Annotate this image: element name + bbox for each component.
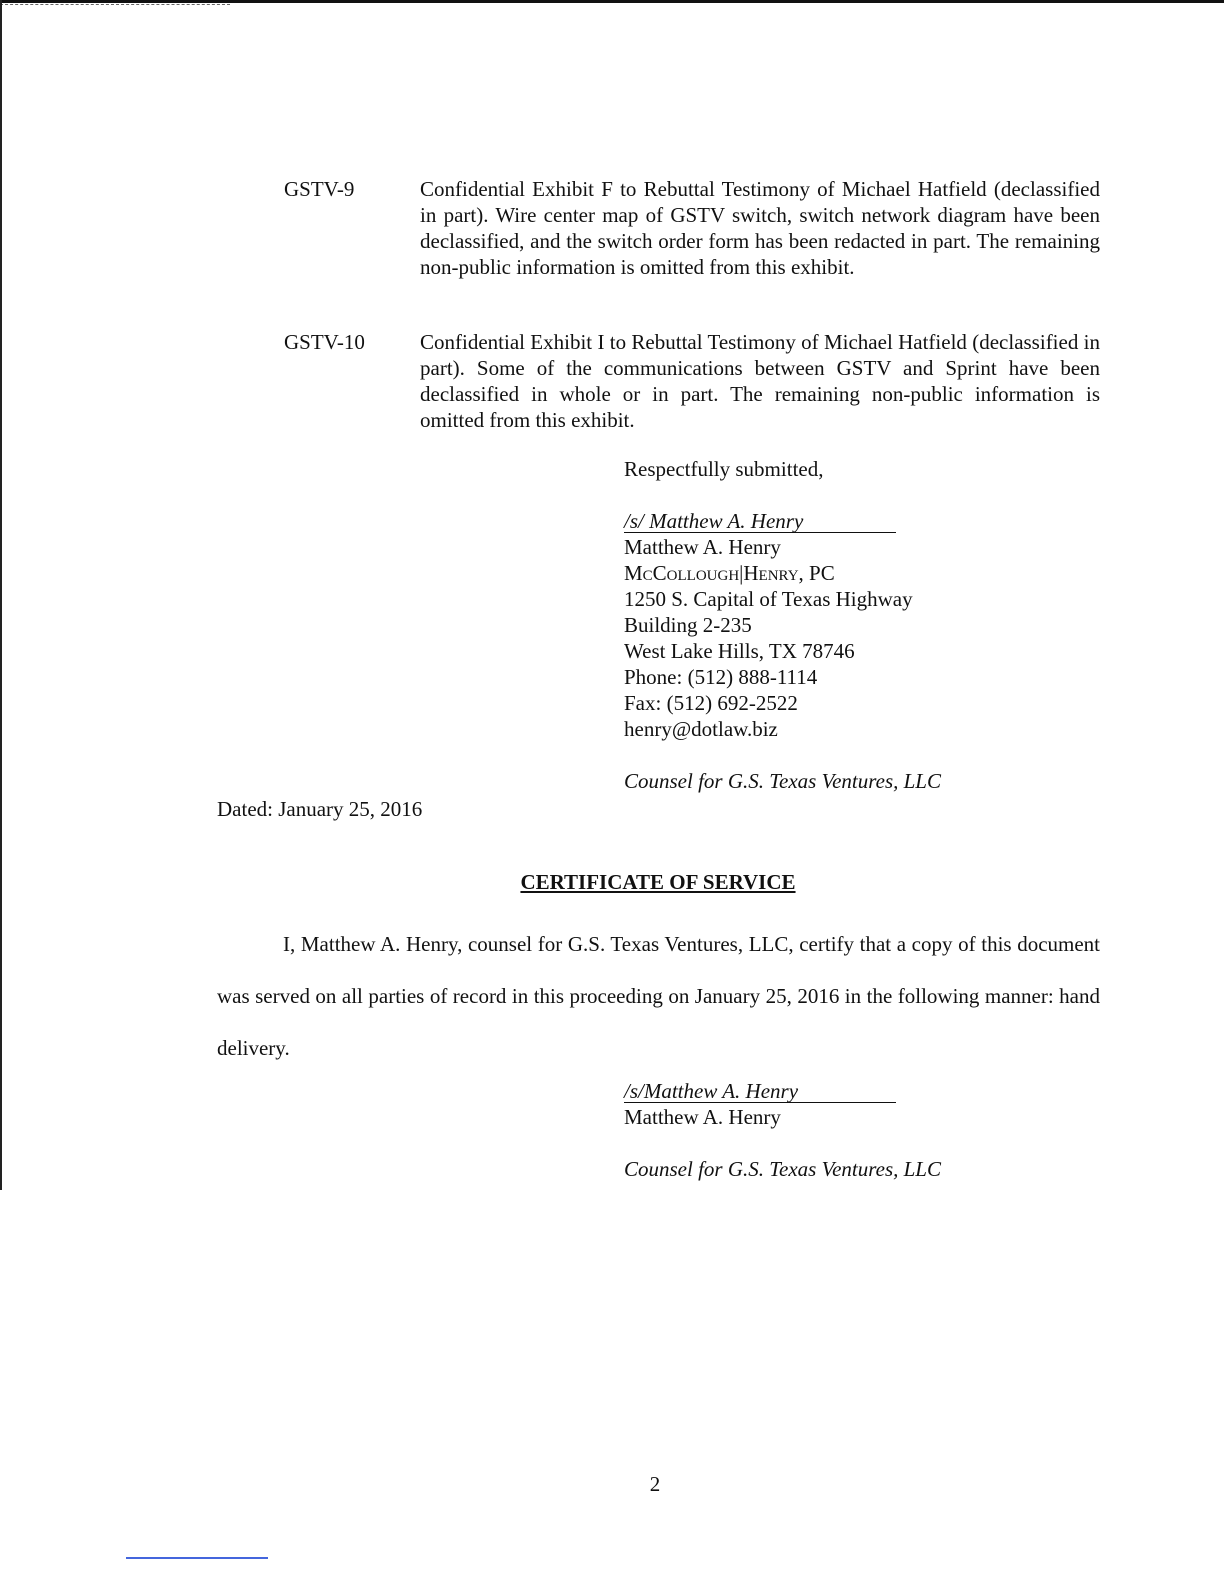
signer-name: Matthew A. Henry: [624, 535, 781, 559]
scan-left-border: [0, 0, 2, 1190]
counsel-for: Counsel for G.S. Texas Ventures, LLC: [624, 1157, 941, 1181]
dated-line: Dated: January 25, 2016: [217, 797, 423, 821]
city-state-zip: West Lake Hills, TX 78746: [624, 639, 855, 663]
submission-block: [624, 456, 941, 794]
certificate-body: I, Matthew A. Henry, counsel for G.S. Texas Ventures, LLC, certify that a copy of this document was served on all parties of record in this proceeding on January 25, 2016 in the following manner: hand delivery.: [217, 932, 1100, 1060]
fax-number: Fax: (512) 692-2522: [624, 691, 798, 715]
scan-top-dash: [0, 4, 230, 5]
certificate-signature-block: [624, 1078, 941, 1182]
exhibit-code: GSTV-10: [284, 330, 365, 354]
address-line-1: 1250 S. Capital of Texas Highway: [624, 587, 913, 611]
electronic-signature: /s/Matthew A. Henry: [624, 1080, 896, 1103]
page-number: 2: [649, 1472, 661, 1496]
certificate-title: CERTIFICATE OF SERVICE: [520, 870, 796, 894]
exhibit-code: GSTV-9: [284, 177, 355, 201]
email-address: henry@dotlaw.biz: [624, 717, 778, 741]
scan-bottom-mark: [126, 1557, 268, 1559]
signer-name: Matthew A. Henry: [624, 1105, 781, 1129]
address-line-2: Building 2-235: [624, 613, 752, 637]
firm-name: McCollough|Henry, PC: [624, 561, 835, 585]
closing-text: Respectfully submitted,: [624, 457, 824, 481]
counsel-for: Counsel for G.S. Texas Ventures, LLC: [624, 769, 941, 793]
scan-top-rule: [0, 0, 1224, 3]
electronic-signature: /s/ Matthew A. Henry: [624, 510, 896, 533]
phone-number: Phone: (512) 888-1114: [624, 665, 818, 689]
exhibit-description: Confidential Exhibit F to Rebuttal Testimony of Michael Hatfield (declassified in part). Wire center map of GSTV switch, switch network diagram have been declassified, and the switch order form has been redacted in part. The remaining non-public information is omitted from this exhibit.: [420, 177, 1100, 279]
scan-top-border: [0, 0, 1224, 10]
exhibit-description: Confidential Exhibit I to Rebuttal Testimony of Michael Hatfield (declassified in part). Some of the communications between GSTV and Sprint have been declassified in whole or in part. The remaining non-public information is omitted from this exhibit.: [420, 330, 1100, 432]
